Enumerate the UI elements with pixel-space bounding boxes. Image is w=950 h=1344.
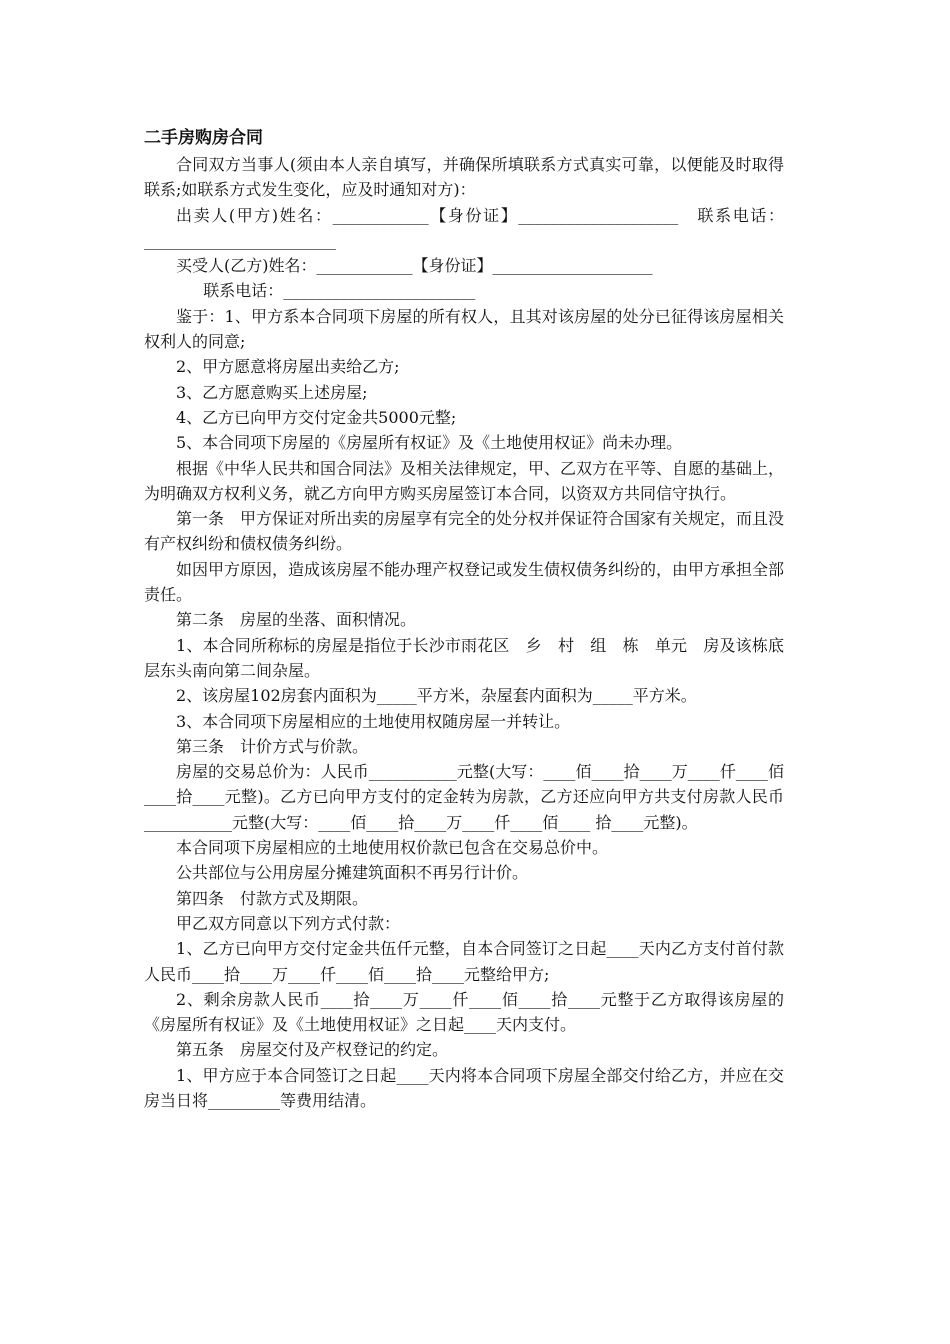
paragraph-whereas-1: 鉴于：1、甲方系本合同项下房屋的所有权人，且其对该房屋的处分已征得该房屋相关权利人的同意;	[144, 306, 784, 352]
paragraph-whereas-4: 4、乙方已向甲方交付定金共5000元整;	[176, 407, 457, 427]
paragraph-article-3-common: 公共部位与公用房屋分摊建筑面积不再另行计价。	[176, 863, 529, 883]
paragraph-whereas-3: 3、乙方愿意购买上述房屋;	[176, 382, 368, 402]
paragraph-article-4-item-1: 1、乙方已向甲方交付定金共伍仟元整，自本合同签订之日起____天内乙方支付首付款人民币____拾____万____仟____佰____拾____元整给甲方;	[144, 939, 784, 984]
paragraph-article-1-liability: 如因甲方原因，造成该房屋不能办理产权登记或发生债权债务纠纷的，由甲方承担全部责任。	[144, 559, 785, 605]
contract-document	[144, 124, 784, 1113]
paragraph-article-1: 第一条 甲方保证对所出卖的房屋享有完全的处分权并保证符合国家有关规定，而且没有产权纠纷和债权债务纠纷。	[144, 509, 785, 554]
paragraph-parties: 合同双方当事人(须由本人亲自填写，并确保所填联系方式真实可靠，以便能及时取得联系;如联系方式发生变化，应及时通知对方)：	[144, 155, 784, 200]
paragraph-article-3-land: 本合同项下房屋相应的土地使用权价款已包含在交易总价中。	[176, 838, 609, 858]
document-title: 二手房购房合同	[144, 128, 263, 148]
paragraph-article-5: 第五条 房屋交付及产权登记的约定。	[176, 1040, 449, 1060]
paragraph-seller: 出卖人(甲方)姓名：____________【身份证】____________________ 联系电话：________________________	[144, 205, 784, 250]
paragraph-buyer-phone: 联系电话：________________________	[203, 281, 476, 301]
paragraph-article-4-intro: 甲乙双方同意以下列方式付款：	[176, 913, 401, 933]
paragraph-whereas-2: 2、甲方愿意将房屋出卖给乙方;	[176, 357, 400, 377]
paragraph-buyer: 买受人(乙方)姓名：____________【身份证】____________________	[176, 256, 653, 276]
paragraph-article-5-item-1: 1、甲方应于本合同签订之日起____天内将本合同项下房屋全部交付给乙方，并应在交房当日将_________等费用结清。	[144, 1065, 784, 1110]
paragraph-article-3-price: 房屋的交易总价为：人民币___________元整(大写：____佰____拾____万____仟____佰____拾____元整)。乙方已向甲方支付的定金转为房款，乙方还应向甲方共支付房款人民币___________元整(大写：____佰____拾____万____仟____佰____ 拾____元整)。	[144, 762, 784, 832]
paragraph-article-3: 第三条 计价方式与价款。	[176, 736, 369, 756]
paragraph-article-4-item-2: 2、剩余房款人民币____拾____万____仟____佰____拾____元整于乙方取得该房屋的《房屋所有权证》及《土地使用权证》之日起____天内支付。	[144, 989, 784, 1035]
paragraph-article-2-item-2: 2、该房屋102房套内面积为_____平方米，杂屋套内面积为_____平方米。	[176, 686, 697, 706]
paragraph-article-2: 第二条 房屋的坐落、面积情况。	[176, 610, 417, 630]
paragraph-article-2-item-1: 1、本合同所称标的房屋是指位于长沙市雨花区 乡 村 组 栋 单元 房及该栋底层东头南向第二间杂屋。	[144, 635, 784, 680]
paragraph-article-2-item-3: 3、本合同项下房屋相应的土地使用权随房屋一并转让。	[176, 711, 571, 731]
paragraph-preamble: 根据《中华人民共和国合同法》及相关法律规定，甲、乙双方在平等、自愿的基础上，为明确双方权利义务，就乙方向甲方购买房屋签订本合同，以资双方共同信守执行。	[144, 458, 785, 503]
paragraph-whereas-5: 5、本合同项下房屋的《房屋所有权证》及《土地使用权证》尚未办理。	[176, 433, 683, 453]
paragraph-article-4: 第四条 付款方式及期限。	[176, 888, 369, 908]
